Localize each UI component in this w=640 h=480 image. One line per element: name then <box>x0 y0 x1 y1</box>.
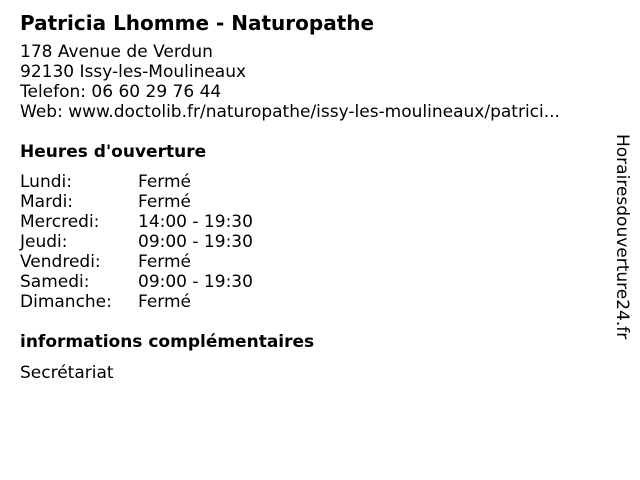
info-text: Secrétariat <box>20 363 114 383</box>
website-link: Web: www.doctolib.fr/naturopathe/issy-les-moulineaux/patrici... <box>20 102 560 122</box>
hours-row-vendredi <box>20 252 600 272</box>
street-address: 178 Avenue de Verdun <box>20 42 213 62</box>
day-hours: Fermé <box>138 252 192 272</box>
day-label: Mardi: <box>20 192 74 212</box>
contact-block <box>20 42 600 122</box>
hours-row-mardi <box>20 192 600 212</box>
day-hours: 14:00 - 19:30 <box>138 212 253 232</box>
day-label: Lundi: <box>20 172 72 192</box>
hours-row-lundi <box>20 172 600 192</box>
info-heading: informations complémentaires <box>20 332 315 352</box>
day-label: Vendredi: <box>20 252 101 272</box>
site-brand <box>612 134 632 374</box>
business-name: Patricia Lhomme - Naturopathe <box>20 11 375 35</box>
day-hours: 09:00 - 19:30 <box>138 232 253 252</box>
site-brand-text: Horairesdouverture24.fr <box>612 134 632 340</box>
day-hours: Fermé <box>138 292 192 312</box>
day-hours: Fermé <box>138 172 192 192</box>
day-label: Jeudi: <box>20 232 68 252</box>
hours-table <box>20 172 600 312</box>
city-address: 92130 Issy-les-Moulineaux <box>20 62 247 82</box>
hours-heading: Heures d'ouverture <box>20 142 207 162</box>
hours-row-jeudi <box>20 232 600 252</box>
day-label: Mercredi: <box>20 212 100 232</box>
business-card <box>20 10 600 383</box>
day-hours: 09:00 - 19:30 <box>138 272 253 292</box>
hours-row-samedi <box>20 272 600 292</box>
phone-number: Telefon: 06 60 29 76 44 <box>20 82 222 102</box>
hours-row-mercredi <box>20 212 600 232</box>
hours-row-dimanche <box>20 292 600 312</box>
day-hours: Fermé <box>138 192 192 212</box>
day-label: Dimanche: <box>20 292 112 312</box>
day-label: Samedi: <box>20 272 90 292</box>
